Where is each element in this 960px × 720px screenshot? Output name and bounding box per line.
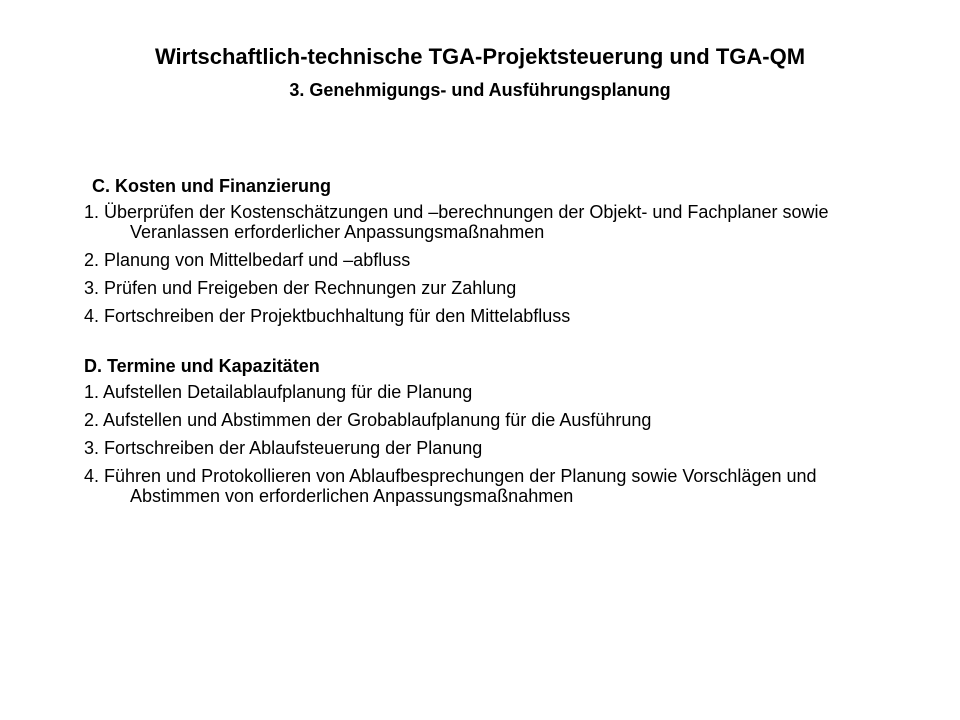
section-d-item-3: 3. Fortschreiben der Ablaufsteuerung der Planung [84,438,483,458]
slide-subtitle: 3. Genehmigungs- und Ausführungsplanung [289,80,671,100]
section-d-item-2: 2. Aufstellen und Abstimmen der Grobablaufplanung für die Ausführung [84,410,652,430]
section-c-item-1: 1. Überprüfen der Kostenschätzungen und –berechnungen der Objekt- und Fachplaner sowie Veranlassen erforderlicher Anpassungsmaßnahmen [84,202,829,242]
slide-content [84,176,884,514]
section-c-item-2: 2. Planung von Mittelbedarf und –abfluss [84,250,411,270]
section-d-item-4: 4. Führen und Protokollieren von Ablaufbesprechungen der Planung sowie Vorschlägen und Abstimmen von erforderlichen Anpassungsmaßnahmen [84,466,817,506]
section-c-item-3: 3. Prüfen und Freigeben der Rechnungen zur Zahlung [84,278,517,298]
section-c-item-4: 4. Fortschreiben der Projektbuchhaltung für den Mittelabfluss [84,306,571,326]
section-d-item-1: 1. Aufstellen Detailablaufplanung für die Planung [84,382,473,402]
slide-title: Wirtschaftlich-technische TGA-Projektsteuerung und TGA-QM [154,44,806,69]
section-d-heading: D. Termine und Kapazitäten [84,356,320,376]
section-c-heading: C. Kosten und Finanzierung [92,176,331,196]
